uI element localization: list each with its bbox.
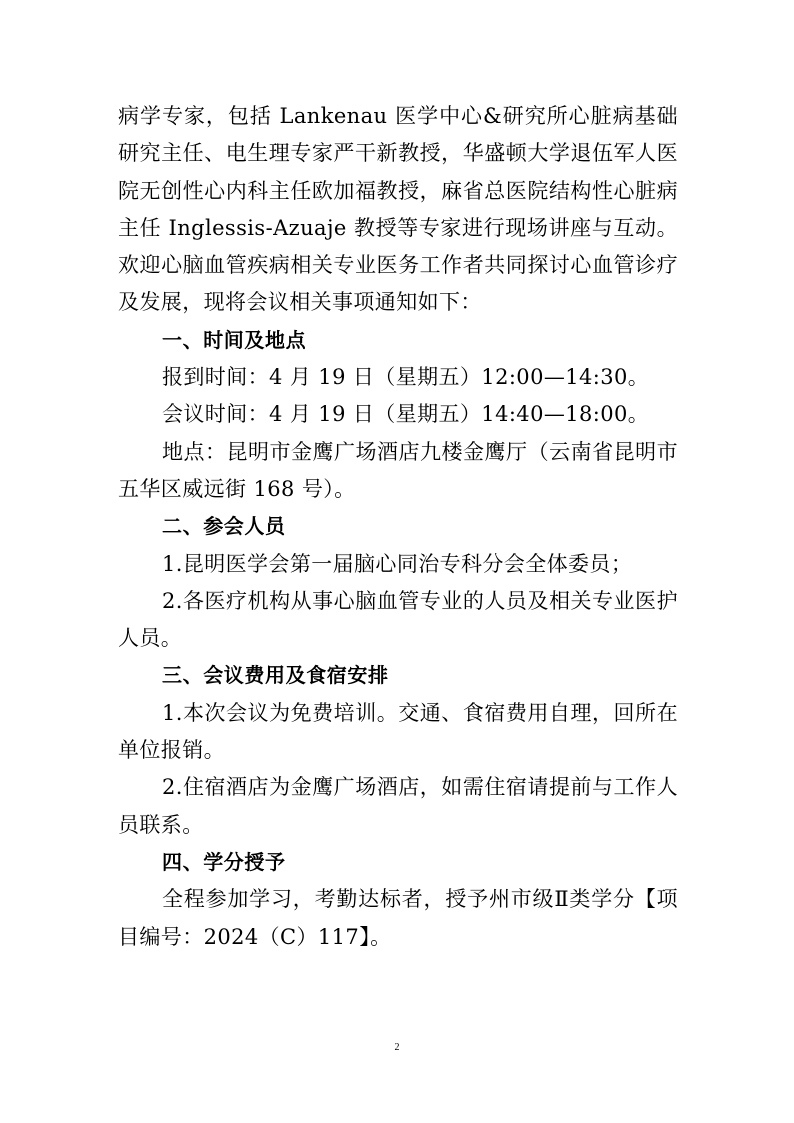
section-heading-attendees: 二、参会人员 <box>162 514 286 539</box>
document-body <box>118 98 678 956</box>
registration-time: 报到时间：4 月 19 日（星期五）12:00—14:30。 <box>162 365 650 390</box>
section-heading-credits: 四、学分授予 <box>162 849 286 874</box>
fees-item-1: 1.本次会议为免费培训。交通、食宿费用自理，回所在单位报销。 <box>118 700 678 763</box>
page-number: 2 <box>394 1042 400 1053</box>
fees-item-2: 2.住宿酒店为金鹰广场酒店，如需住宿请提前与工作人员联系。 <box>118 775 678 837</box>
intro-paragraph: 病学专家，包括 Lankenau 医学中心&研究所心脏病基础研究主任、电生理专家严干新教授，华盛顿大学退伍军人医院无创性心内科主任欧加福教授，麻省总医院结构性心脏病主任 Inglessis-Azuaje 教授等专家进行现场讲座与互动。欢迎心脑血管疾病相关专业医务工作者共同探讨心血管诊疗及发展，现将会议相关事项通知如下： <box>118 104 678 315</box>
meeting-location: 地点：昆明市金鹰广场酒店九楼金鹰厅（云南省昆明市五华区威远街 168 号）。 <box>118 439 678 501</box>
credits-body: 全程参加学习，考勤达标者，授予州市级Ⅱ类学分【项目编号：2024（C）117】。 <box>118 887 678 949</box>
section-heading-time-location: 一、时间及地点 <box>162 327 307 352</box>
attendees-item-2: 2.各医疗机构从事心脑血管专业的人员及相关专业医护人员。 <box>118 588 678 651</box>
section-heading-fees: 三、会议费用及食宿安排 <box>162 663 389 688</box>
meeting-time: 会议时间：4 月 19 日（星期五）14:40—18:00。 <box>162 402 650 427</box>
attendees-item-1: 1.昆明医学会第一届脑心同治专科分会全体委员； <box>162 551 633 576</box>
